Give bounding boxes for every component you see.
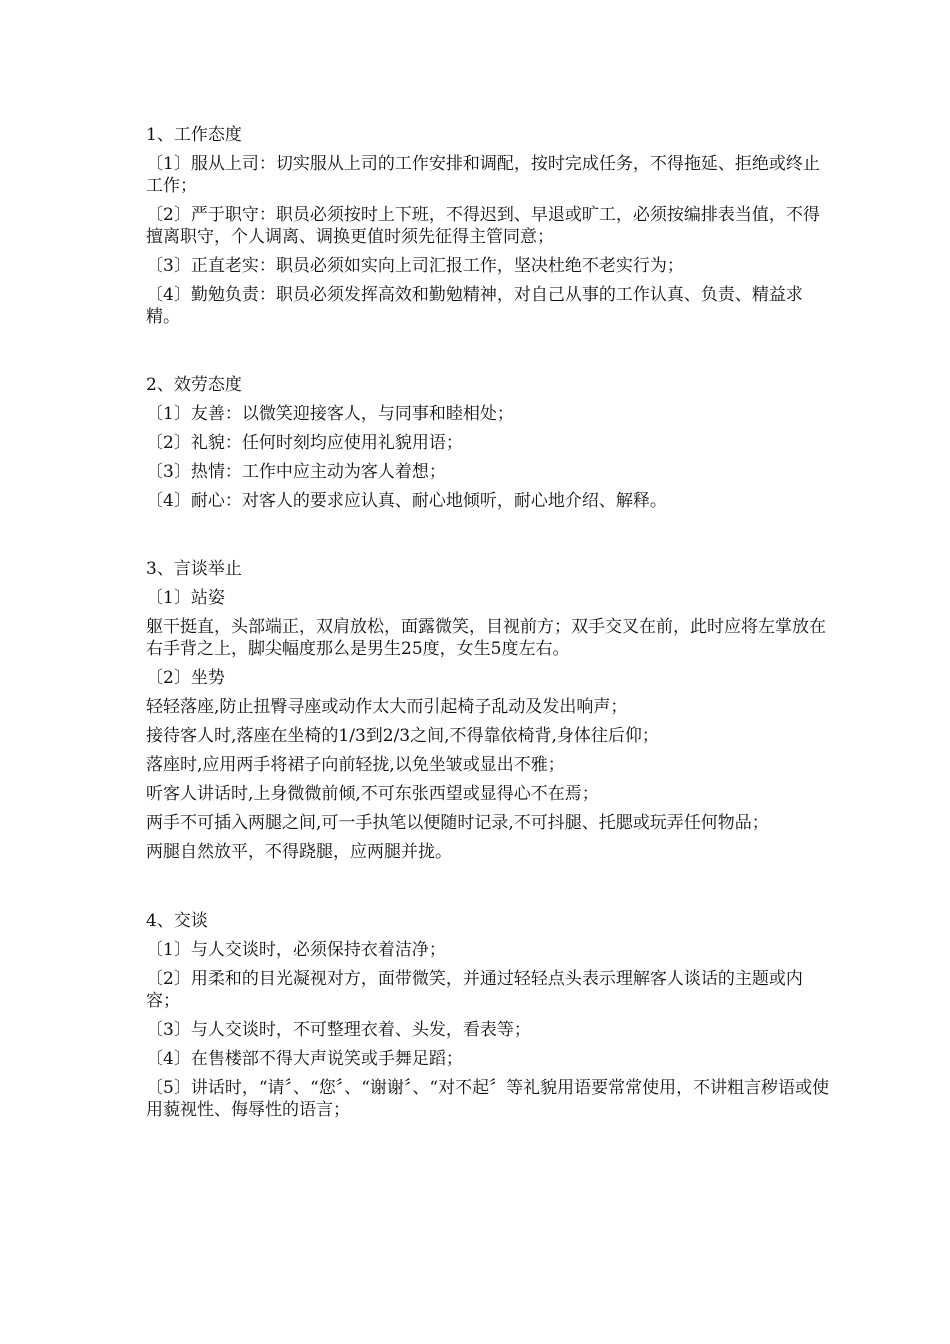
section-conduct	[146, 558, 836, 863]
paragraph: 两腿自然放平，不得跷腿，应两腿并拢。	[146, 842, 452, 862]
section-heading: 2、效劳态度	[146, 375, 242, 395]
section-service-attitude	[146, 374, 836, 512]
paragraph: 〔3〕热情：工作中应主动为客人着想；	[146, 462, 446, 482]
paragraph: 〔1〕友善：以微笑迎接客人，与同事和睦相处；	[146, 404, 514, 424]
document-body	[146, 124, 836, 1128]
section-heading: 4、交谈	[146, 911, 208, 931]
paragraph: 〔4〕在售楼部不得大声说笑或手舞足蹈；	[146, 1049, 463, 1069]
section-heading: 3、言谈举止	[146, 559, 242, 579]
paragraph: 〔4〕勤勉负责：职员必须发挥高效和勤勉精神，对自己从事的工作认真、负责、精益求精。	[146, 285, 803, 327]
paragraph: 〔3〕与人交谈时，不可整理衣着、头发，看表等；	[146, 1020, 531, 1040]
section-heading: 1、工作态度	[146, 125, 242, 145]
paragraph: 〔1〕服从上司：切实服从上司的工作安排和调配，按时完成任务，不得拖延、拒绝或终止工作；	[146, 154, 820, 196]
section-spacer	[146, 870, 836, 910]
paragraph: 〔5〕讲话时，“请〞、“您〞、“谢谢〞、“对不起〞等礼貌用语要常常使用，不讲粗言秽语或使用藐视性、侮辱性的语言；	[146, 1078, 830, 1120]
paragraph: 轻轻落座,防止扭臀寻座或动作太大而引起椅子乱动及发出响声；	[146, 697, 628, 717]
paragraph: 〔2〕坐势	[146, 668, 225, 688]
paragraph: 落座时,应用两手将裙子向前轻拢,以免坐皱或显出不雅；	[146, 755, 565, 775]
section-spacer	[146, 335, 836, 374]
paragraph: 躯干挺直，头部端正，双肩放松，面露微笑，目视前方；双手交叉在前，此时应将左掌放在右手背之上，脚尖幅度那么是男生25度，女生5度左右。	[146, 617, 826, 659]
paragraph: 〔2〕用柔和的目光凝视对方，面带微笑，并通过轻轻点头表示理解客人谈话的主题或内容；	[146, 969, 803, 1011]
paragraph: 听客人讲话时,上身微微前倾,不可东张西望或显得心不在焉；	[146, 784, 599, 804]
paragraph: 〔3〕正直老实：职员必须如实向上司汇报工作，坚决杜绝不老实行为；	[146, 256, 684, 276]
section-conversation	[146, 910, 836, 1121]
paragraph: 〔2〕严于职守：职员必须按时上下班，不得迟到、早退或旷工，必须按编排表当值，不得擅离职守，个人调离、调换更值时须先征得主管同意；	[146, 205, 820, 247]
paragraph: 〔1〕与人交谈时，必须保持衣着洁净；	[146, 940, 446, 960]
paragraph: 〔4〕耐心：对客人的要求应认真、耐心地倾听，耐心地介绍、解释。	[146, 491, 667, 511]
paragraph: 〔1〕站姿	[146, 588, 225, 608]
paragraph: 接待客人时,落座在坐椅的1/3到2/3之间,不得靠依椅背,身体往后仰；	[146, 726, 659, 746]
paragraph: 两手不可插入两腿之间,可一手执笔以便随时记录,不可抖腿、托腮或玩弄任何物品；	[146, 813, 769, 833]
section-work-attitude	[146, 124, 836, 328]
paragraph: 〔2〕礼貌：任何时刻均应使用礼貌用语；	[146, 433, 463, 453]
section-spacer	[146, 519, 836, 558]
